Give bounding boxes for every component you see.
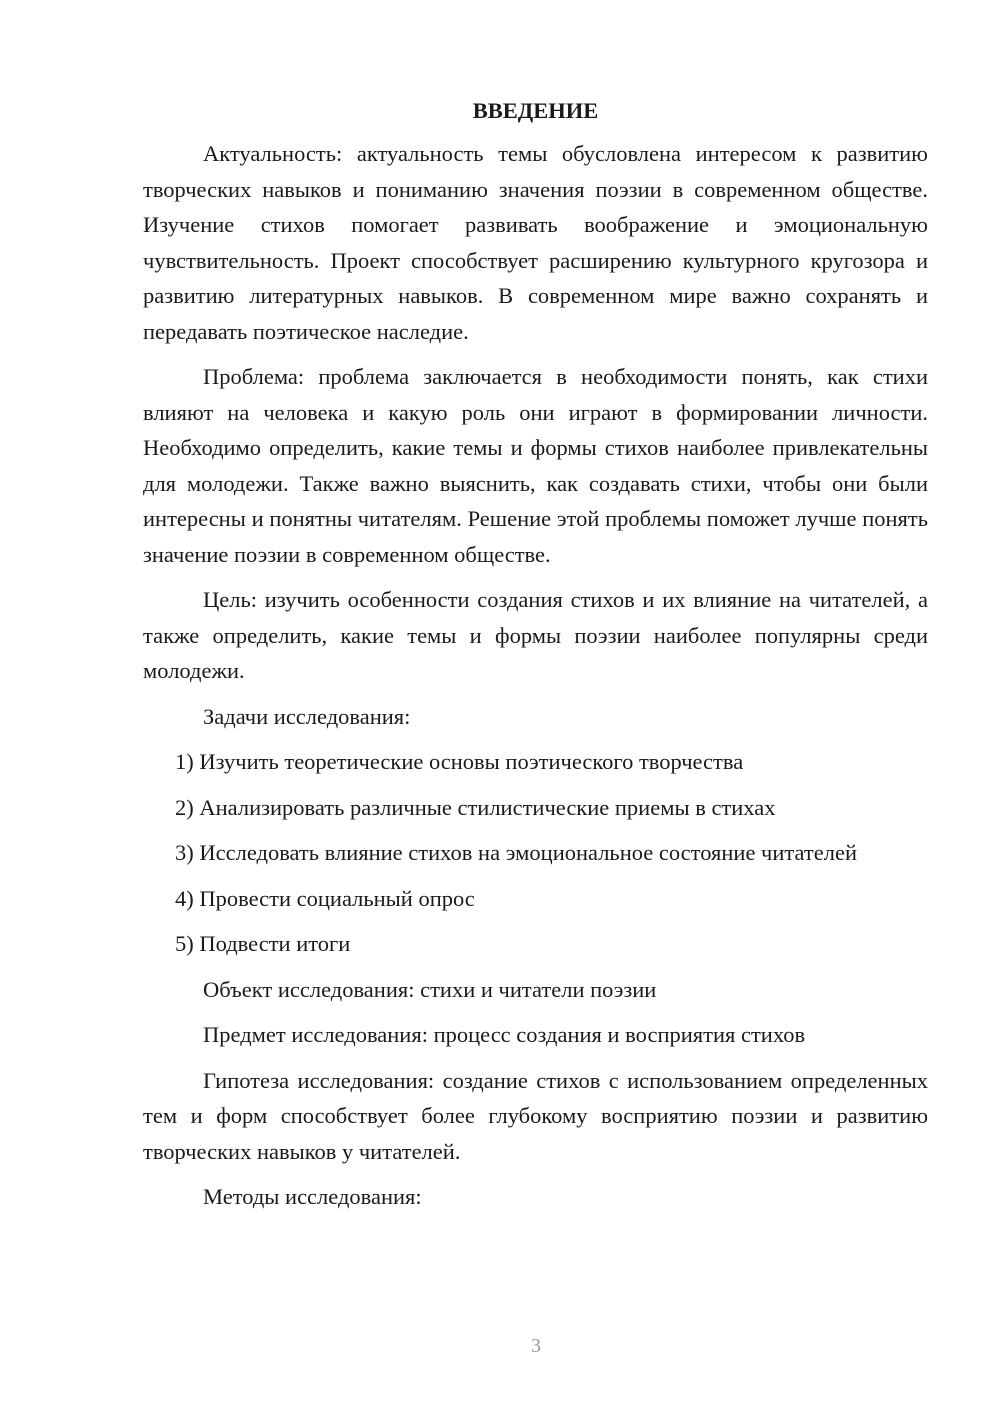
tasks-heading: Задачи исследования:	[203, 703, 411, 729]
problem-paragraph: Проблема: проблема заключается в необходимости понять, как стихи влияют на человека и какую роль они играют в формировании личности. Необходимо определить, какие темы и формы стихов наиболее привлекательны для молодежи. Также важно выяснить, как создавать стихи, чтобы они были интересны и понятны читателям. Решение этой проблемы поможет лучше понять значение поэзии в современном обществе.	[143, 364, 928, 567]
task-item: 1) Изучить теоретические основы поэтического творчества	[175, 749, 744, 774]
goal-paragraph: Цель: изучить особенности создания стихов и их влияние на читателей, а также определить, какие темы и формы поэзии наиболее популярны среди молодежи.	[143, 587, 928, 683]
relevance-paragraph: Актуальность: актуальность темы обусловлена интересом к развитию творческих навыков и пониманию значения поэзии в современном обществе. Изучение стихов помогает развивать воображение и эмоциональную чувствительность. Проект способствует расширению культурного кругозора и развитию литературных навыков. В современном мире важно сохранять и передавать поэтическое наследие.	[143, 141, 928, 344]
task-item: 2) Анализировать различные стилистические приемы в стихах	[175, 794, 776, 820]
tasks-list	[143, 744, 928, 962]
hypothesis-paragraph: Гипотеза исследования: создание стихов с использованием определенных тем и форм способствует более глубокому восприятию поэзии и развитию творческих навыков у читателей.	[143, 1067, 928, 1164]
research-subject: Предмет исследования: процесс создания и восприятия стихов	[203, 1022, 806, 1047]
task-item: 3) Исследовать влияние стихов на эмоциональное состояние читателей	[175, 840, 857, 865]
page-content	[143, 96, 928, 1225]
section-heading: ВВЕДЕНИЕ	[472, 98, 599, 123]
methods-heading: Методы исследования:	[203, 1184, 422, 1209]
page-number: 3	[531, 1335, 541, 1357]
task-item: 4) Провести социальный опрос	[175, 885, 475, 911]
task-item: 5) Подвести итоги	[175, 931, 351, 956]
research-object: Объект исследования: стихи и читатели поэзии	[203, 976, 657, 1002]
